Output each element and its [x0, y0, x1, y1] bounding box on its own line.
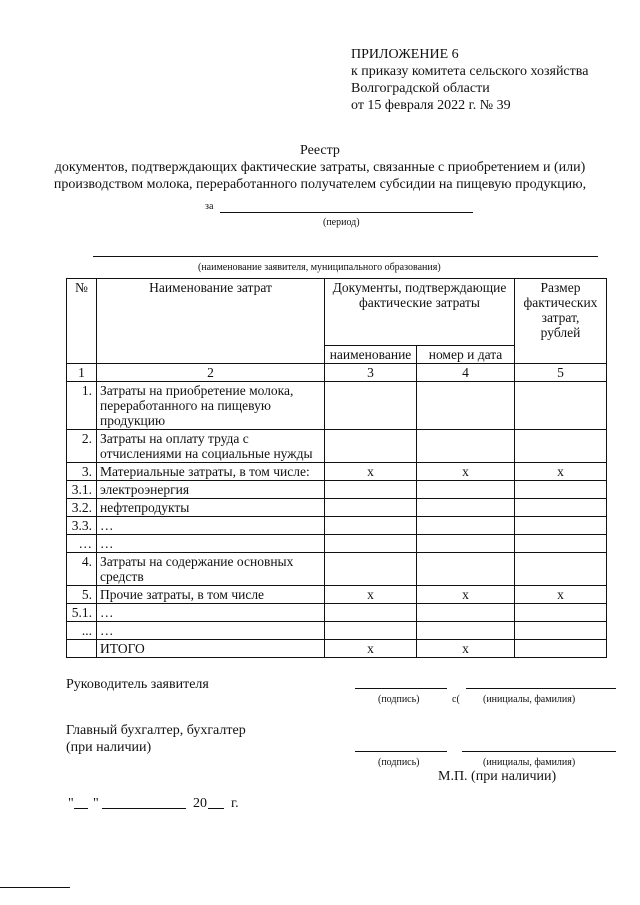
header-amount-line-3: затрат, [541, 310, 580, 325]
appendix-order-ref: к приказу комитета сельского хозяйства [351, 64, 589, 79]
row-amount-cell [515, 604, 607, 622]
table-row [67, 481, 607, 499]
date-open-quote: " [68, 796, 74, 811]
document-title [0, 142, 640, 193]
head-sign-line[interactable] [355, 688, 447, 689]
row-number [67, 640, 97, 658]
row-number: 4. [67, 553, 97, 586]
period-field-line[interactable] [220, 212, 473, 213]
row-cost-name: … [97, 517, 325, 535]
row-cost-name: Затраты на оплату труда с отчислениями на социальные нужды [97, 430, 325, 463]
table-row [67, 586, 607, 604]
period-prefix: за [205, 201, 214, 212]
table-row [67, 622, 607, 640]
row-doc-number-cell [417, 481, 515, 499]
chief-accountant-line-2: (при наличии) [66, 740, 152, 755]
period-caption: (период) [323, 217, 360, 228]
row-doc-name-cell [325, 604, 417, 622]
chief-sign-caption: (подпись) [378, 757, 420, 768]
row-number: 1. [67, 382, 97, 430]
table-row [67, 499, 607, 517]
row-doc-name-cell [325, 430, 417, 463]
table-row [67, 640, 607, 658]
row-cost-name: Прочие затраты, в том числе [97, 586, 325, 604]
page-edge-mark [0, 887, 70, 888]
chief-accountant-line-1: Главный бухгалтер, бухгалтер [66, 723, 246, 738]
row-amount-cell: х [515, 586, 607, 604]
row-doc-number-cell: х [417, 463, 515, 481]
row-cost-name: Затраты на приобретение молока, переработанного на пищевую продукцию [97, 382, 325, 430]
header-amount-line-1: Размер [540, 280, 581, 295]
row-doc-name-cell [325, 535, 417, 553]
row-number: 3.1. [67, 481, 97, 499]
chief-accountant-label [66, 722, 246, 756]
head-sign-caption: (подпись) [378, 694, 420, 705]
row-doc-name-cell: х [325, 463, 417, 481]
row-amount-cell: х [515, 463, 607, 481]
date-year-prefix: 20 [193, 796, 207, 811]
date-year-suffix: г. [231, 796, 239, 811]
title-line-3: производством молока, переработанного получателем субсидии на пищевую продукцию, [53, 177, 587, 192]
row-doc-number-cell [417, 499, 515, 517]
appendix-header [351, 46, 588, 114]
applicant-field-line[interactable] [93, 256, 598, 257]
header-doc-number: номер и дата [417, 346, 515, 364]
date-year-line[interactable] [208, 808, 224, 809]
table-row [67, 517, 607, 535]
row-cost-name: ИТОГО [97, 640, 325, 658]
row-number: ... [67, 622, 97, 640]
head-name-line[interactable] [466, 688, 616, 689]
row-doc-name-cell [325, 553, 417, 586]
row-cost-name: … [97, 604, 325, 622]
header-documents: Документы, подтверждающие фактические затраты [325, 279, 515, 346]
date-day-line[interactable] [74, 808, 88, 809]
row-doc-number-cell [417, 535, 515, 553]
row-number: 2. [67, 430, 97, 463]
row-number: 3.3. [67, 517, 97, 535]
table-row [67, 430, 607, 463]
header-doc-name: наименование [325, 346, 417, 364]
head-signature-label: Руководитель заявителя [66, 677, 209, 692]
row-doc-name-cell: х [325, 640, 417, 658]
chief-name-caption: (инициалы, фамилия) [483, 757, 576, 768]
row-number: 5. [67, 586, 97, 604]
row-doc-number-cell [417, 382, 515, 430]
column-number: 3 [325, 364, 417, 382]
registry-table [66, 278, 607, 658]
column-numbers-row [67, 364, 607, 382]
appendix-number: ПРИЛОЖЕНИЕ 6 [351, 47, 459, 62]
row-doc-number-cell [417, 553, 515, 586]
row-amount-cell [515, 640, 607, 658]
table-row [67, 553, 607, 586]
table-row [67, 535, 607, 553]
row-doc-number-cell [417, 430, 515, 463]
row-number: 3.2. [67, 499, 97, 517]
row-doc-name-cell [325, 622, 417, 640]
table-row [67, 463, 607, 481]
row-number: 3. [67, 463, 97, 481]
row-cost-name: … [97, 535, 325, 553]
row-doc-number-cell: х [417, 586, 515, 604]
row-amount-cell [515, 382, 607, 430]
row-number: … [67, 535, 97, 553]
date-month-line[interactable] [102, 808, 186, 809]
row-cost-name: электроэнергия [97, 481, 325, 499]
column-number: 2 [97, 364, 325, 382]
head-separator: с( [452, 694, 460, 705]
row-doc-number-cell [417, 517, 515, 535]
header-amount [515, 279, 607, 364]
row-doc-name-cell: х [325, 586, 417, 604]
seal-note: М.П. (при наличии) [438, 769, 557, 784]
chief-sign-line[interactable] [355, 751, 447, 752]
row-doc-number-cell [417, 604, 515, 622]
row-amount-cell [515, 517, 607, 535]
table-header-row [67, 279, 607, 346]
row-doc-number-cell: х [417, 640, 515, 658]
row-amount-cell [515, 622, 607, 640]
title-line-1: Реестр [300, 143, 340, 158]
row-cost-name: Затраты на содержание основных средств [97, 553, 325, 586]
row-doc-number-cell [417, 622, 515, 640]
row-amount-cell [515, 535, 607, 553]
header-amount-line-2: фактических [523, 295, 598, 310]
row-cost-name: Материальные затраты, в том числе: [97, 463, 325, 481]
row-doc-name-cell [325, 499, 417, 517]
head-name-caption: (инициалы, фамилия) [483, 694, 576, 705]
row-amount-cell [515, 481, 607, 499]
row-doc-name-cell [325, 481, 417, 499]
row-cost-name: нефтепродукты [97, 499, 325, 517]
row-amount-cell [515, 430, 607, 463]
header-cost-name: Наименование затрат [97, 279, 325, 364]
table-row [67, 604, 607, 622]
row-number: 5.1. [67, 604, 97, 622]
appendix-date: от 15 февраля 2022 г. № 39 [351, 98, 511, 113]
chief-name-line[interactable] [462, 751, 616, 752]
column-number: 4 [417, 364, 515, 382]
row-doc-name-cell [325, 382, 417, 430]
date-close-quote: " [93, 796, 99, 811]
column-number: 5 [515, 364, 607, 382]
header-no: № [67, 279, 97, 364]
column-number: 1 [67, 364, 97, 382]
row-cost-name: … [97, 622, 325, 640]
row-amount-cell [515, 499, 607, 517]
header-amount-line-4: рублей [540, 325, 581, 340]
row-amount-cell [515, 553, 607, 586]
appendix-region: Волгоградской области [351, 81, 490, 96]
title-line-2: документов, подтверждающих фактические затраты, связанные с приобретением и (или) [54, 160, 586, 175]
table-row [67, 382, 607, 430]
applicant-caption: (наименование заявителя, муниципального образования) [198, 262, 441, 273]
row-doc-name-cell [325, 517, 417, 535]
